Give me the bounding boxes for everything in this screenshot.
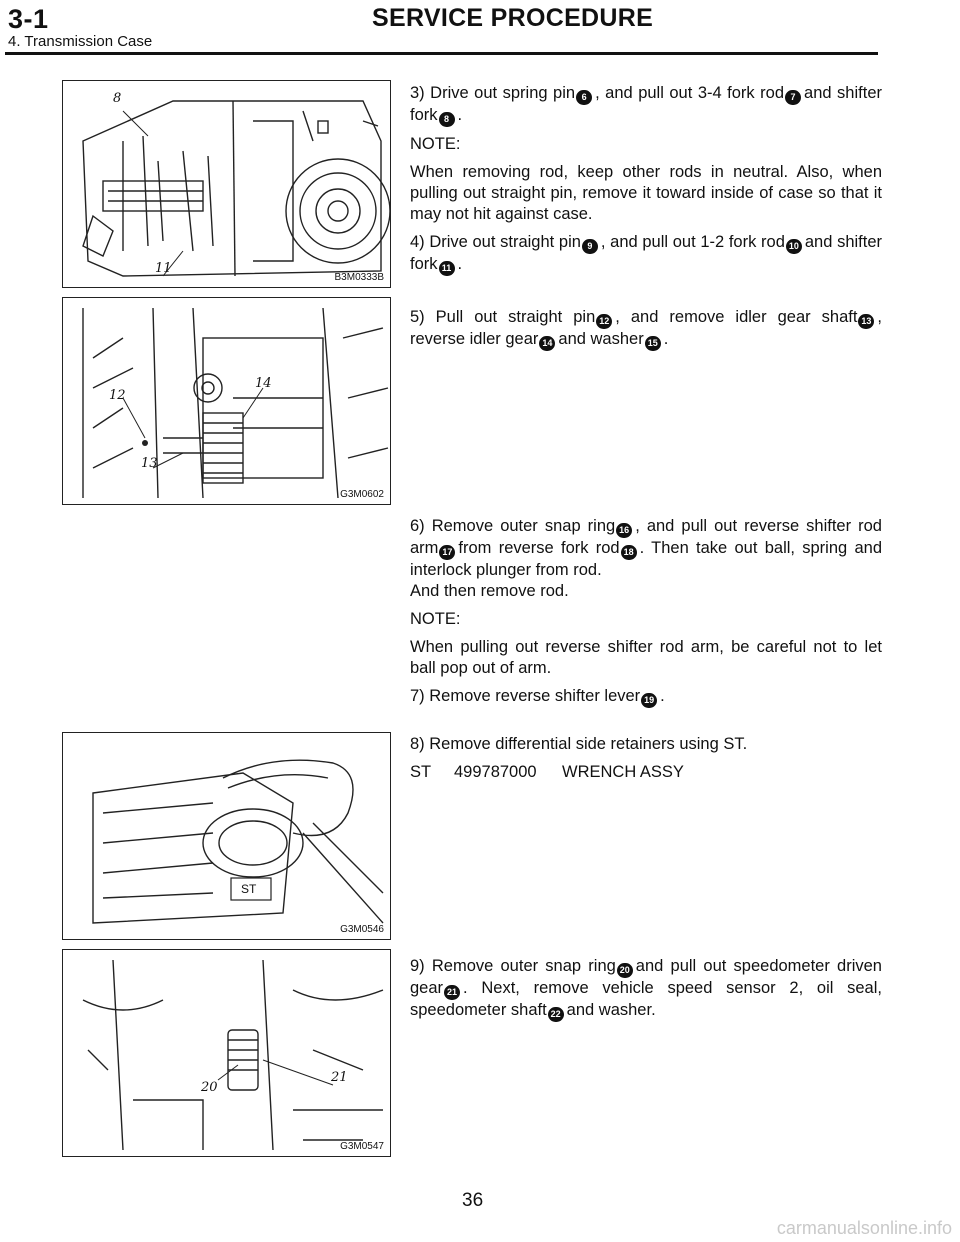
page-title: SERVICE PROCEDURE: [372, 4, 654, 32]
step-3-4: [410, 83, 882, 283]
header-rule: [5, 52, 878, 55]
transmission-case-illustration-4: [63, 950, 391, 1157]
callout-marker: 14: [539, 336, 555, 351]
step-3: 3) Drive out spring pin 6 , and pull out 3-4 fork rod 7 and shifter fork 8 .: [410, 83, 882, 127]
step-6-continued: And then remove rod.: [410, 582, 569, 600]
special-tool-line: ST 499787000 WRENCH ASSY: [410, 763, 684, 781]
callout-marker: 12: [596, 314, 612, 329]
callout-marker: 21: [444, 985, 460, 1000]
callout-marker: 19: [641, 693, 657, 708]
watermark: carmanualsonline.info: [776, 1218, 952, 1238]
note-text: When pulling out reverse shifter rod arm, be careful not to let ball pop out of arm.: [410, 638, 882, 677]
callout-12: 12: [109, 388, 126, 403]
figure-g3m0602: [62, 297, 391, 505]
figure-g3m0547: [62, 949, 391, 1157]
step-8-text: 8) Remove differential side retainers using ST.: [410, 735, 748, 753]
callout-marker: 11: [439, 261, 455, 276]
step-9: 9) Remove outer snap ring 20 and pull out speedometer driven gear 21 . Next, remove vehicle speed sensor 2, oil seal, speedometer shaft 22 and washer.: [410, 956, 882, 1029]
page-number: 36: [462, 1190, 484, 1211]
note-label: NOTE:: [410, 135, 461, 153]
callout-marker: 15: [645, 336, 661, 351]
figure-code: G3M0602: [340, 489, 384, 500]
note-label: NOTE:: [410, 610, 461, 628]
section-number: 3-1: [8, 4, 49, 34]
callout-marker: 8: [439, 112, 455, 127]
callout-14: 14: [255, 376, 272, 391]
figure-g3m0546: [62, 732, 391, 940]
figure-code: G3M0546: [340, 924, 384, 935]
callout-marker: 6: [576, 90, 592, 105]
callout-marker: 17: [439, 545, 455, 560]
callout-11: 11: [155, 261, 172, 276]
transmission-case-illustration-3: [63, 733, 391, 940]
callout-8: 8: [113, 91, 122, 106]
callout-marker: 16: [616, 523, 632, 538]
figure-code: B3M0333B: [334, 272, 384, 283]
callout-marker: 10: [786, 239, 802, 254]
callout-st: ST: [241, 882, 257, 896]
figure-code: G3M0547: [340, 1141, 384, 1152]
step-6-7: [410, 516, 882, 715]
note-text: When removing rod, keep other rods in neutral. Also, when pulling out straight pin, remove it toward inside of case so that it may not hit against case.: [410, 163, 882, 223]
callout-13: 13: [141, 456, 158, 471]
callout-20: 20: [201, 1080, 218, 1095]
callout-marker: 7: [785, 90, 801, 105]
callout-marker: 20: [617, 963, 633, 978]
step-4: 4) Drive out straight pin 9 , and pull out 1-2 fork rod 10 and shifter fork 11 .: [410, 232, 882, 276]
step-5: 5) Pull out straight pin 12 , and remove idler gear shaft 13 , reverse idler gear 14 and washer 15 .: [410, 307, 882, 358]
transmission-case-illustration-1: [63, 81, 391, 288]
callout-marker: 22: [548, 1007, 564, 1022]
step-6: 6) Remove outer snap ring 16 , and pull out reverse shifter rod arm 17 from reverse fork rod 18 . Then take out ball, spring and interlock plunger from rod.: [410, 517, 882, 579]
figure-b3m0333b: [62, 80, 391, 288]
callout-21: 21: [331, 1070, 348, 1085]
step-8: [410, 734, 882, 790]
step-7: 7) Remove reverse shifter lever 19 .: [410, 686, 882, 708]
callout-marker: 13: [858, 314, 874, 329]
subsection-title: 4. Transmission Case: [8, 33, 153, 50]
callout-marker: 9: [582, 239, 598, 254]
callout-marker: 18: [621, 545, 637, 560]
